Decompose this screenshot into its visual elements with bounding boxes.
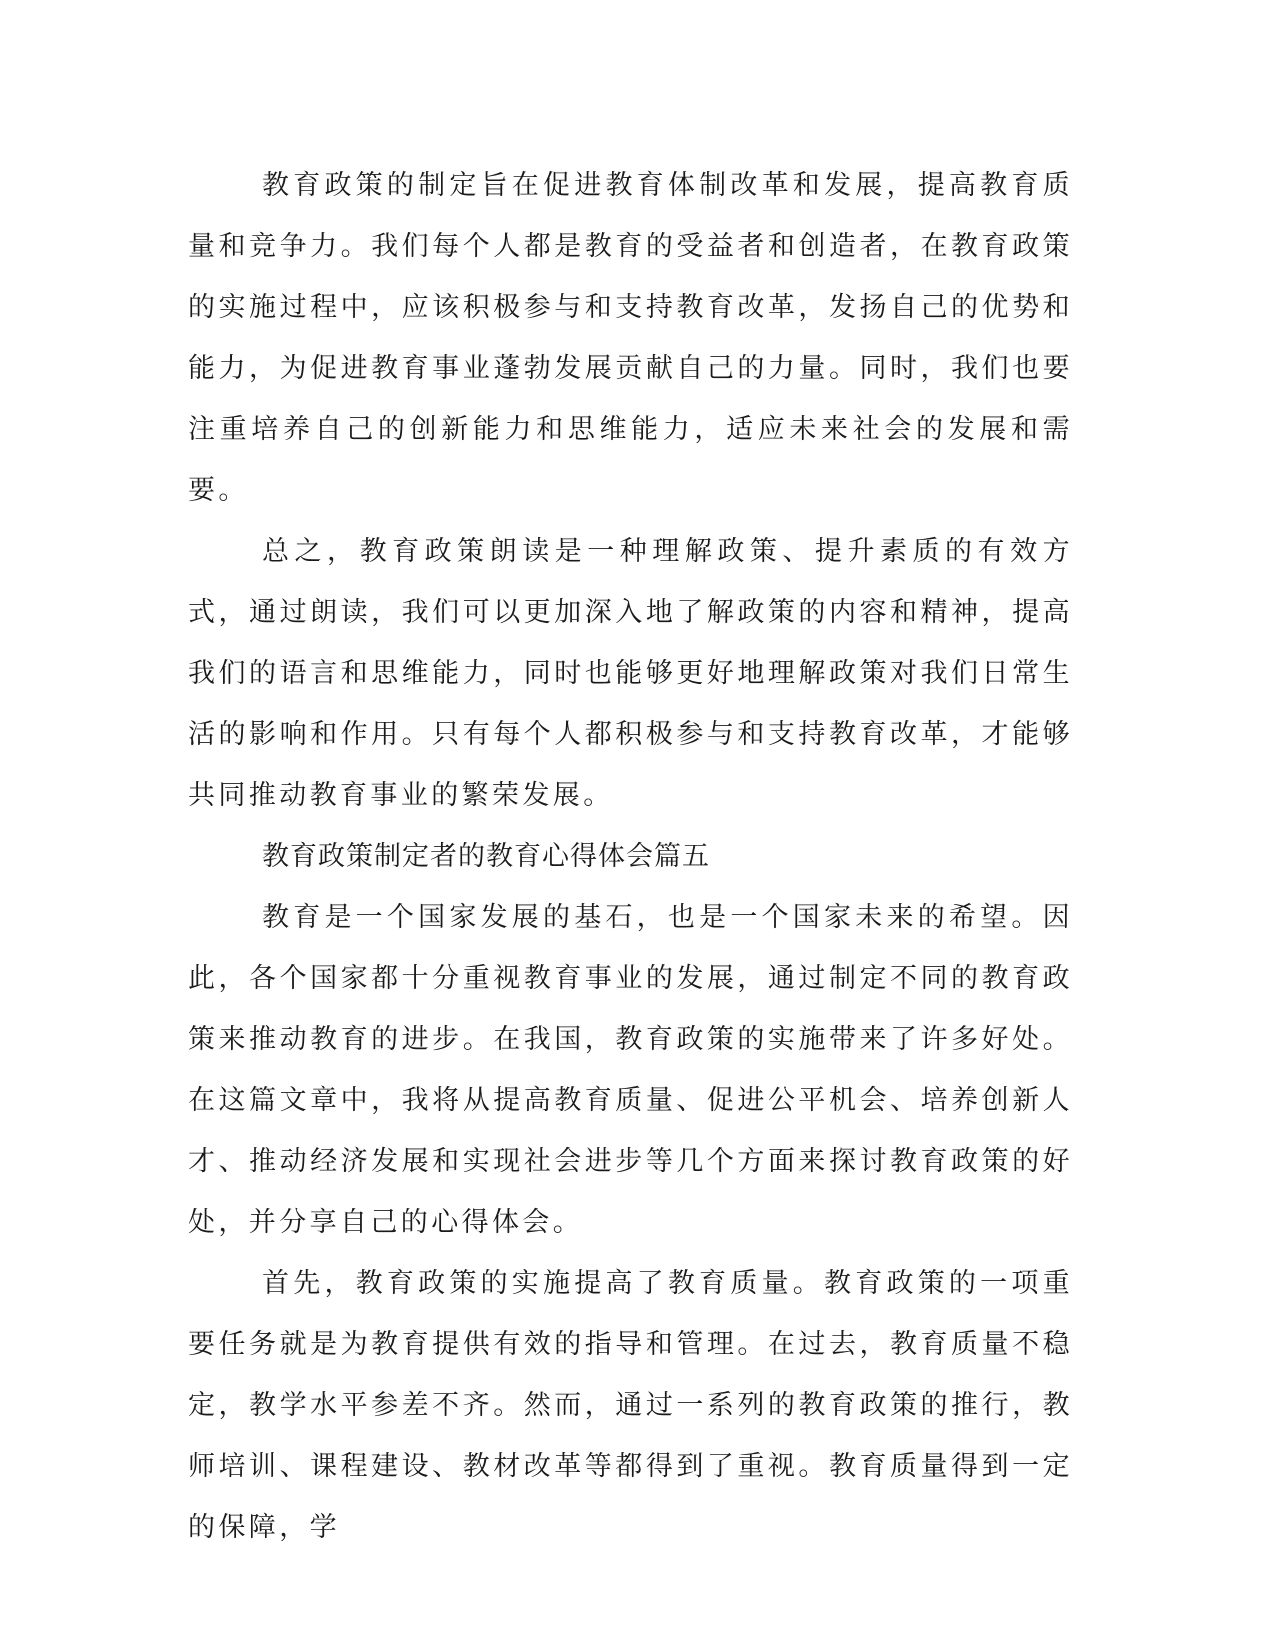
paragraph-first-point: 首先，教育政策的实施提高了教育质量。教育政策的一项重要任务就是为教育提供有效的指导和管理。在过去，教育质量不稳定，教学水平参差不齐。然而，通过一系列的教育政策的推行，教师培训、课程建设、教材改革等都得到了重视。教育质量得到一定的保障，学 (188, 1268, 1073, 1543)
paragraph-education-policy-purpose: 教育政策的制定旨在促进教育体制改革和发展，提高教育质量和竞争力。我们每个人都是教育的受益者和创造者，在教育政策的实施过程中，应该积极参与和支持教育改革，发扬自己的优势和能力，为促进教育事业蓬勃发展贡献自己的力量。同时，我们也要注重培养自己的创新能力和思维能力，适应未来社会的发展和需要。 (188, 170, 1073, 506)
paragraph-introduction: 教育是一个国家发展的基石，也是一个国家未来的希望。因此，各个国家都十分重视教育事业的发展，通过制定不同的教育政策来推动教育的进步。在我国，教育政策的实施带来了许多好处。在这篇文章中，我将从提高教育质量、促进公平机会、培养创新人才、推动经济发展和实现社会进步等几个方面来探讨教育政策的好处，并分享自己的心得体会。 (188, 902, 1073, 1238)
section-heading: 教育政策制定者的教育心得体会篇五 (262, 841, 710, 872)
paragraph-summary: 总之，教育政策朗读是一种理解政策、提升素质的有效方式，通过朗读，我们可以更加深入地了解政策的内容和精神，提高我们的语言和思维能力，同时也能够更好地理解政策对我们日常生活的影响和作用。只有每个人都积极参与和支持教育改革，才能够共同推动教育事业的繁荣发展。 (188, 536, 1073, 811)
document-body (188, 155, 1073, 1558)
